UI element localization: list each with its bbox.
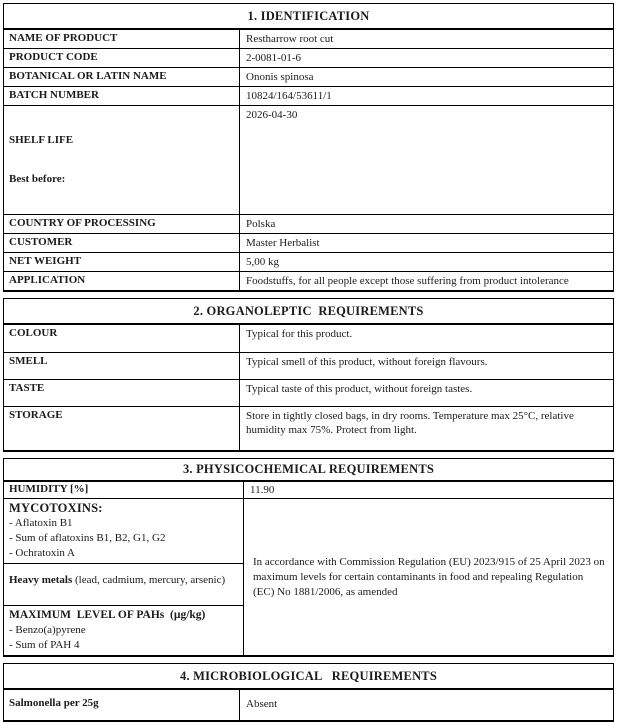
mycotoxins-cell (4, 499, 243, 563)
section-identification (3, 3, 614, 292)
section-microbiological-title: 4. MICROBIOLOGICAL REQUIREMENTS (4, 664, 613, 690)
table-row (4, 379, 613, 406)
table-row (4, 252, 613, 271)
row-label-humidity: HUMIDITY [%] (4, 482, 244, 498)
heavy-metals-label: Heavy metals (9, 574, 73, 586)
row-value-smell: Typical smell of this product, without foreign flavours. (246, 356, 488, 368)
row-value-humidity: 11.90 (250, 484, 275, 496)
row-label-product-code: PRODUCT CODE (4, 49, 240, 67)
heavy-metals-detail: (lead, cadmium, mercury, arsenic) (72, 574, 226, 586)
row-value-storage: Store in tightly closed bags, in dry rooms. Temperature max 25°C, relative humidity max 75%. Protect from light. (246, 410, 577, 436)
pahs-title: MAXIMUM LEVEL OF PAHs (µg/kg) (9, 609, 206, 621)
regulation-note-text: In accordance with Commission Regulation (EU) 2023/915 of 25 April 2023 on maximum levels for certain contaminants in food and repealing Regulation (EC) No 1881/2006, as amended (253, 555, 605, 598)
row-label-country-of-processing: COUNTRY OF PROCESSING (4, 215, 240, 233)
row-value-taste: Typical taste of this product, without foreign tastes. (246, 383, 473, 395)
table-row (4, 325, 613, 352)
table-row-merged (4, 498, 613, 655)
table-row (4, 352, 613, 379)
regulation-note (244, 499, 613, 655)
row-label-taste: TASTE (4, 380, 240, 406)
shelf-life-line2: Best before: (9, 173, 66, 185)
row-label-shelf-life (4, 106, 240, 214)
shelf-life-line1: SHELF LIFE (9, 134, 74, 146)
row-label-smell: SMELL (4, 353, 240, 379)
row-label-storage: STORAGE (4, 407, 240, 450)
table-row (4, 67, 613, 86)
row-value-product-code: 2-0081-01-6 (246, 52, 301, 64)
mycotoxins-item-ochratoxin-a: - Ochratoxin A (9, 547, 75, 559)
table-row (4, 406, 613, 450)
row-label-colour: COLOUR (4, 325, 240, 352)
table-row (4, 482, 613, 498)
section-microbiological (3, 663, 614, 722)
section-physicochemical-title: 3. PHYSICOCHEMICAL REQUIREMENTS (4, 459, 613, 482)
row-label-customer: CUSTOMER (4, 234, 240, 252)
row-label-botanical-name: BOTANICAL OR LATIN NAME (4, 68, 240, 86)
mycotoxins-item-aflatoxin-b1: - Aflatoxin B1 (9, 517, 73, 529)
section-identification-title: 1. IDENTIFICATION (4, 4, 613, 30)
pahs-cell (4, 605, 243, 655)
pahs-item-benzo-a-pyrene: - Benzo(a)pyrene (9, 624, 86, 636)
row-label-name-of-product: NAME OF PRODUCT (4, 30, 240, 48)
table-row (4, 30, 613, 48)
row-value-batch-number: 10824/164/53611/1 (246, 90, 332, 102)
table-row (4, 214, 613, 233)
row-value-botanical-name: Ononis spinosa (246, 71, 314, 83)
row-label-batch-number: BATCH NUMBER (4, 87, 240, 105)
row-value-name-of-product: Restharrow root cut (246, 33, 334, 45)
section-organoleptic (3, 298, 614, 452)
section-physicochemical (3, 458, 614, 657)
table-row (4, 48, 613, 67)
row-value-country-of-processing: Polska (246, 218, 276, 230)
section-organoleptic-title: 2. ORGANOLEPTIC REQUIREMENTS (4, 299, 613, 325)
table-row (4, 271, 613, 290)
heavy-metals-cell (4, 563, 243, 605)
row-label-salmonella: Salmonella per 25g (4, 690, 240, 720)
table-row (4, 86, 613, 105)
row-value-salmonella: Absent (246, 698, 278, 710)
mycotoxins-title: MYCOTOXINS: (9, 501, 103, 515)
pahs-item-sum-pah4: - Sum of PAH 4 (9, 639, 80, 651)
row-label-application: APPLICATION (4, 272, 240, 290)
row-value-net-weight: 5,00 kg (246, 256, 279, 268)
table-row (4, 233, 613, 252)
mycotoxins-item-sum-aflatoxins: - Sum of aflatoxins B1, B2, G1, G2 (9, 532, 166, 544)
row-value-customer: Master Herbalist (246, 237, 320, 249)
table-row (4, 105, 613, 214)
table-row (4, 690, 613, 720)
physicochemical-parameters-column (4, 499, 244, 655)
row-value-shelf-life: 2026-04-30 (246, 109, 298, 121)
row-value-application: Foodstuffs, for all people except those suffering from product intolerance (246, 275, 569, 287)
row-label-net-weight: NET WEIGHT (4, 253, 240, 271)
row-value-colour: Typical for this product. (246, 328, 353, 340)
